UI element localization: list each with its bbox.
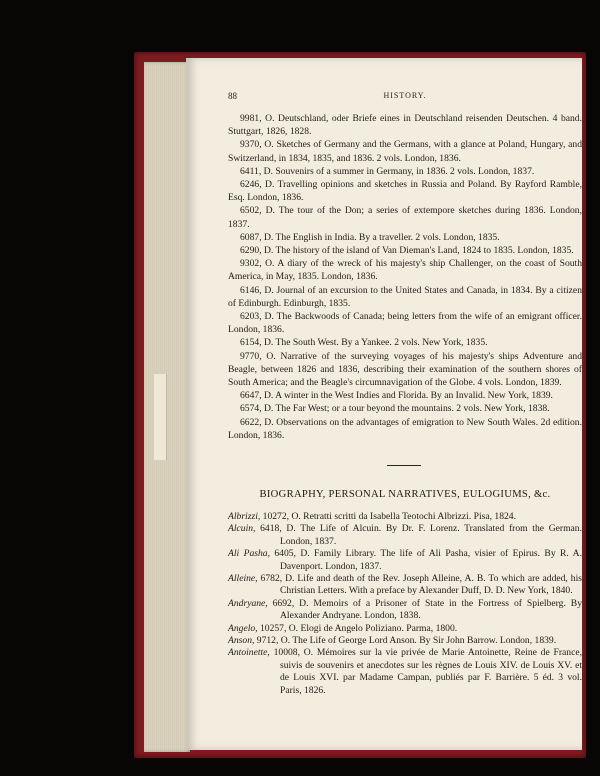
biography-entry: [228, 623, 582, 635]
catalog-entries: [228, 112, 582, 442]
page-header: [228, 91, 582, 105]
catalog-entry: 6502, D. The tour of the Don; a series of extempore sketches during 1836. London, 1837.: [228, 205, 582, 230]
catalog-entry: 6203, D. The Backwoods of Canada; being letters from the wife of an emigrant officer. London, 1836.: [228, 311, 582, 336]
page-edges: [144, 62, 190, 752]
page-number: 88: [228, 91, 237, 101]
catalog-entry: 6246, D. Travelling opinions and sketches in Russia and Poland. By Rayford Ramble, Esq. London, 1836.: [228, 179, 582, 204]
biography-entry: [228, 573, 582, 598]
entry-text: 6782, D. Life and death of the Rev. Joseph Alleine, A. B. To which are added, his Christian Letters. With a preface by Alexander Duff, D. D. New York, 1840.: [257, 573, 582, 597]
entry-text: 10008, O. Mémoires sur la vie privée de Marie Antoinette, Reine de France, suivis de souvenirs et anecdotes sur les règnes de Louis XIV. de Louis XV. et de Louis XVI. par Madame Campan, publiés par F. Barrière. 5 éd. 3 vol. Paris, 1826.: [269, 647, 582, 696]
catalog-entry: 9770, O. Narrative of the surveying voyages of his majesty's ships Adventure and Beagle, between 1826 and 1836, describing their examination of the southern shores of South America; and the Beagle's circumnavigation of the Globe. 4 vols. London, 1839.: [228, 350, 582, 389]
catalog-entry: 6647, D. A winter in the West Indies and Florida. By an Invalid. New York, 1839.: [240, 390, 553, 402]
catalog-entry: 6574, D. The Far West; or a tour beyond the mountains. 2 vols. New York, 1838.: [240, 403, 550, 415]
catalog-entry: 6087, D. The English in India. By a traveller. 2 vols. London, 1835.: [240, 231, 500, 243]
running-title: HISTORY.: [383, 91, 427, 100]
catalog-entry: 9302, O. A diary of the wreck of his majesty's ship Challenger, on the coast of South America, in May, 1835. London, 1836.: [228, 258, 582, 283]
entry-subject: Antoinette,: [228, 647, 270, 659]
entry-subject: Albrizzi,: [228, 511, 261, 522]
entry-subject: Alcuin,: [228, 523, 256, 535]
entry-text: 10272, O. Retratti scritti da Isabella Teotochi Albrizzi. Pisa, 1824.: [260, 511, 516, 522]
biography-entry: [228, 647, 582, 697]
catalog-entry: 6411, D. Souvenirs of a summer in Germany, in 1836. 2 vols. London, 1837.: [240, 165, 535, 177]
biography-entry: [228, 511, 582, 523]
biography-entry: [228, 598, 582, 623]
entry-text: 10257, O. Elogi de Angelo Poliziano. Parma, 1800.: [257, 622, 458, 634]
entry-text: 6405, D. Family Library. The life of Ali Pasha, visier of Epirus. By R. A. Davenport. London, 1837.: [269, 548, 582, 572]
bookmark-slip: [154, 374, 167, 460]
entry-subject: Anson,: [228, 635, 255, 647]
catalog-entry: 9370, O. Sketches of Germany and the Germans, with a glance at Poland, Hungary, and Switzerland, in 1834, 1835, and 1836. 2 vols. London, 1836.: [228, 139, 582, 164]
entry-subject: Ali Pasha,: [228, 548, 270, 560]
catalog-entry: 9981, O. Deutschland, oder Briefe eines in Deutschland reisenden Deutschen. 4 band. Stuttgart, 1826, 1828.: [228, 113, 582, 138]
biography-entries: [228, 511, 582, 697]
entry-subject: Andryane,: [228, 597, 268, 609]
section-divider: [387, 465, 421, 466]
catalog-entry: 6154, D. The South West. By a Yankee. 2 vols. New York, 1835.: [240, 337, 488, 349]
biography-entry: [228, 635, 582, 647]
entry-subject: Alleine,: [228, 573, 258, 585]
catalog-entry: 6290, D. The history of the island of Van Dieman's Land, 1824 to 1835. London, 1835.: [240, 245, 574, 257]
entry-text: 9712, O. The Life of George Lord Anson. By Sir John Barrow. London, 1839.: [254, 635, 557, 647]
catalog-entry: 6622, D. Observations on the advantages of emigration to New South Wales. 2d edition. London, 1836.: [228, 416, 582, 441]
biography-entry: [228, 548, 582, 573]
entry-subject: Angelo,: [228, 622, 258, 634]
entry-text: 6692, D. Memoirs of a Prisoner of State in the Fortress of Spielberg. By Alexander Andryane. London, 1838.: [267, 597, 582, 622]
catalog-entry: 6146, D. Journal of an excursion to the United States and Canada, in 1834. By a citizen of Edinburgh. Edinburgh, 1835.: [228, 284, 582, 309]
entry-text: 6418, D. The Life of Alcuin. By Dr. F. Lorenz. Translated from the German. London, 1837.: [255, 523, 582, 547]
biography-entry: [228, 523, 582, 548]
section-heading: BIOGRAPHY, PERSONAL NARRATIVES, EULOGIUMS, &c.: [259, 489, 551, 500]
